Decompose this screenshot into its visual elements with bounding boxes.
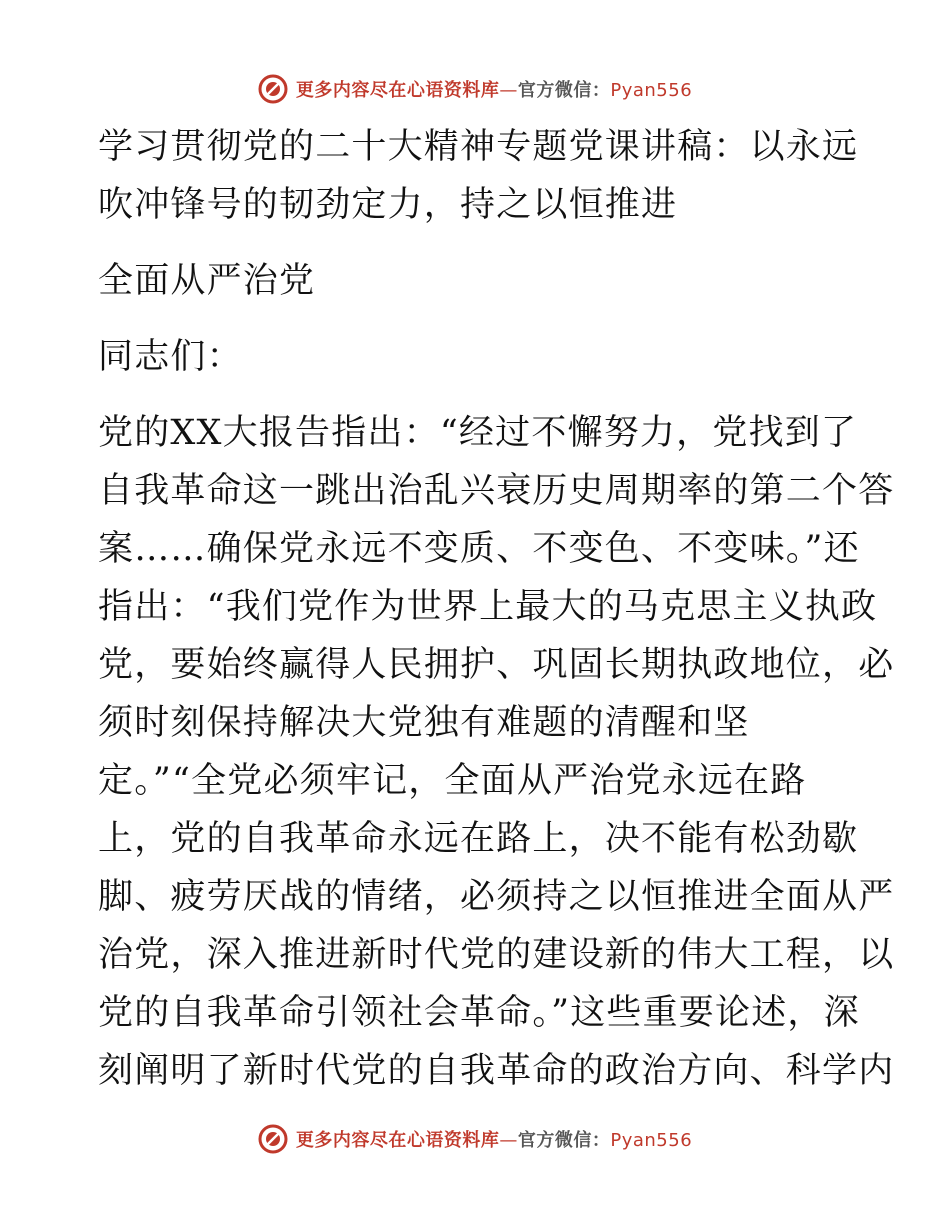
body-line-9: 脚、疲劳厌战的情绪，必须持之以恒推进全面从严 [98,877,895,917]
body-line-6: 须时刻保持解决大党独有难题的清醒和坚 [98,703,750,743]
watermark-main-text: 更多内容尽在心语资料库 [295,1130,500,1151]
logo-icon [258,1124,288,1154]
body-line-8: 上，党的自我革命永远在路上，决不能有松劲歇 [98,819,859,859]
logo-icon [258,74,288,104]
body-line-11: 党的自我革命引领社会革命。”这些重要论述，深 [98,993,860,1033]
title-line-1: 学习贯彻党的二十大精神专题党课讲稿：以永远 [98,127,859,167]
document-body [98,118,895,1100]
body-line-1: 党的XX大报告指出：“经过不懈努力，党找到了 [98,413,858,453]
body-line-5: 党，要始终赢得人民拥护、巩固长期执政地位，必 [98,645,895,685]
footer-watermark [0,1124,950,1154]
watermark-official-label: 官方微信： [517,80,611,101]
body-line-3: 案……确保党永远不变质、不变色、不变味。”还 [98,529,860,569]
body-line-10: 治党，深入推进新时代党的建设新的伟大工程，以 [98,935,895,975]
watermark-account: Pyan556 [610,80,693,101]
watermark-main-text: 更多内容尽在心语资料库 [295,80,500,101]
watermark-dash: — [499,1130,518,1151]
title-line-2: 吹冲锋号的韧劲定力，持之以恒推进 [98,185,678,225]
body-line-7: 定。”“全党必须牢记，全面从严治党永远在路 [98,761,807,801]
watermark-account: Pyan556 [610,1130,693,1151]
body-line-4: 指出：“我们党作为世界上最大的马克思主义执政 [98,587,878,627]
body-line-2: 自我革命这一跳出治乱兴衰历史周期率的第二个答 [98,471,895,511]
salutation: 同志们： [98,337,243,377]
body-line-12: 刻阐明了新时代党的自我革命的政治方向、科学内 [98,1051,895,1091]
header-watermark [0,74,950,104]
subtitle: 全面从严治党 [98,261,316,301]
watermark-official-label: 官方微信： [517,1130,611,1151]
watermark-dash: — [499,80,518,101]
